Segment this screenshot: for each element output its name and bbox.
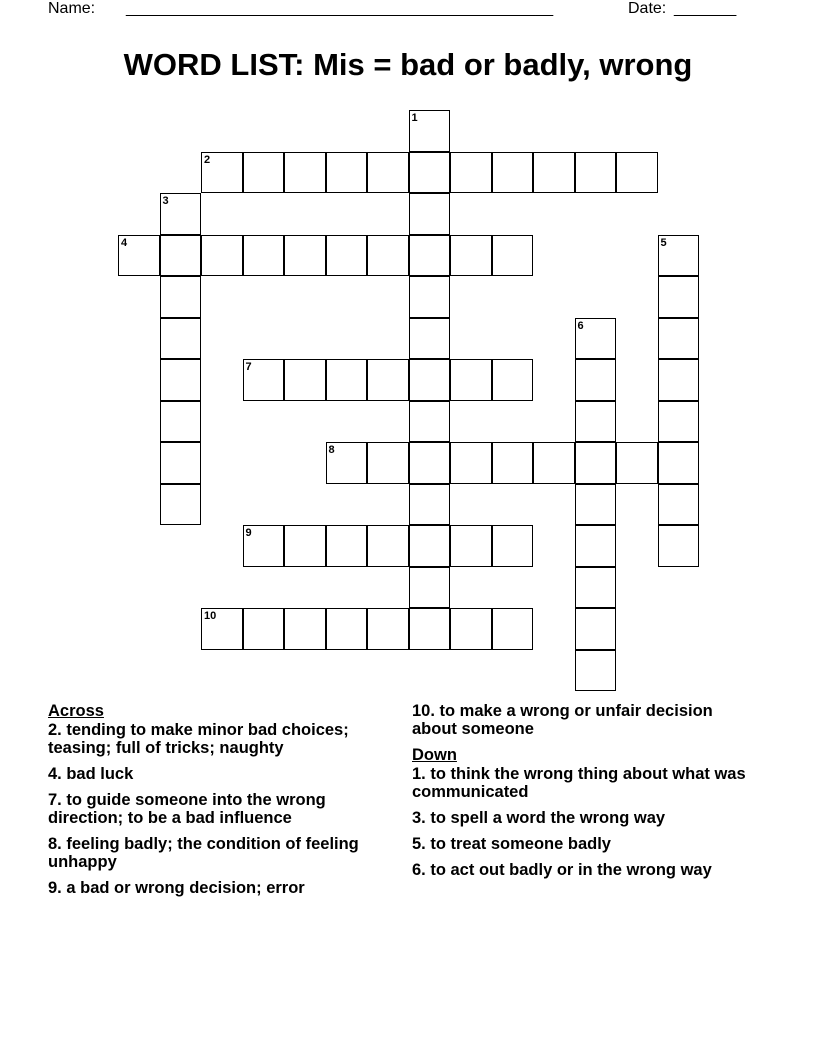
- crossword-cell[interactable]: [160, 235, 202, 277]
- crossword-cell[interactable]: [160, 359, 202, 401]
- clue-number: 1: [411, 112, 418, 124]
- clue-number: 2: [204, 153, 211, 166]
- crossword-cell[interactable]: [409, 608, 451, 650]
- crossword-cell[interactable]: [409, 152, 451, 194]
- crossword-cell[interactable]: [160, 442, 202, 484]
- down-clue: 6. to act out badly or in the wrong way: [412, 861, 712, 879]
- crossword-cell[interactable]: [326, 152, 368, 194]
- crossword-cell[interactable]: [326, 235, 368, 277]
- crossword-cell[interactable]: [658, 359, 700, 401]
- clue-number: 3: [162, 195, 169, 207]
- clue-number: 5: [660, 236, 667, 249]
- crossword-cell[interactable]: [658, 442, 700, 484]
- crossword-cell[interactable]: [160, 318, 202, 360]
- crossword-cell[interactable]: [450, 359, 492, 401]
- crossword-cell[interactable]: [450, 608, 492, 650]
- crossword-cell[interactable]: [284, 359, 326, 401]
- crossword-cell[interactable]: [492, 235, 534, 277]
- across-clue: 4. bad luck: [48, 765, 134, 783]
- crossword-cell[interactable]: [616, 442, 658, 484]
- crossword-cell[interactable]: [658, 318, 700, 360]
- across-clue: 7. to guide someone into the wrong direction; to be a bad influence: [48, 791, 326, 827]
- across-heading: Across: [48, 702, 104, 720]
- crossword-cell[interactable]: [409, 567, 451, 609]
- crossword-cell[interactable]: [367, 442, 409, 484]
- crossword-cell[interactable]: [409, 484, 451, 526]
- across-clue: 9. a bad or wrong decision; error: [48, 879, 305, 897]
- crossword-cell[interactable]: [201, 235, 243, 277]
- crossword-cell[interactable]: [409, 276, 451, 318]
- crossword-cell[interactable]: [575, 525, 617, 567]
- across-clue: 10. to make a wrong or unfair decision about someone: [412, 702, 713, 738]
- crossword-cell[interactable]: [450, 525, 492, 567]
- crossword-cell[interactable]: [575, 152, 617, 194]
- crossword-cell[interactable]: [409, 235, 451, 277]
- crossword-cell[interactable]: [533, 152, 575, 194]
- crossword-cell[interactable]: [367, 359, 409, 401]
- down-heading: Down: [412, 746, 457, 764]
- across-clue: 2. tending to make minor bad choices; teasing; full of tricks; naughty: [48, 721, 349, 757]
- crossword-cell[interactable]: [575, 608, 617, 650]
- crossword-cell[interactable]: [658, 484, 700, 526]
- crossword-cell[interactable]: [367, 608, 409, 650]
- crossword-cell[interactable]: [409, 401, 451, 443]
- crossword-cell[interactable]: [575, 442, 617, 484]
- crossword-cell[interactable]: [160, 484, 202, 526]
- crossword-cell[interactable]: [658, 276, 700, 318]
- crossword-cell[interactable]: [492, 442, 534, 484]
- crossword-cell[interactable]: [450, 152, 492, 194]
- name-field[interactable]: ________________________________________________: [126, 0, 554, 17]
- clue-number: 9: [245, 527, 252, 539]
- crossword-cell[interactable]: [243, 608, 285, 650]
- crossword-cell[interactable]: [658, 401, 700, 443]
- clue-number: 8: [328, 444, 335, 456]
- crossword-cell[interactable]: [284, 525, 326, 567]
- crossword-cell[interactable]: [160, 401, 202, 443]
- clues-right-column: [412, 702, 762, 887]
- crossword-cell[interactable]: [450, 442, 492, 484]
- crossword-cell[interactable]: [492, 152, 534, 194]
- crossword-cell[interactable]: [284, 235, 326, 277]
- crossword-cell[interactable]: [326, 442, 368, 484]
- crossword-cell[interactable]: [243, 235, 285, 277]
- crossword-cell[interactable]: [409, 193, 451, 235]
- crossword-cell[interactable]: [409, 318, 451, 360]
- crossword-cell[interactable]: [658, 235, 700, 277]
- crossword-cell[interactable]: [201, 152, 243, 194]
- crossword-cell[interactable]: [160, 276, 202, 318]
- crossword-cell[interactable]: [616, 152, 658, 194]
- crossword-cell[interactable]: [450, 235, 492, 277]
- crossword-cell[interactable]: [284, 608, 326, 650]
- crossword-cell[interactable]: [284, 152, 326, 194]
- crossword-cell[interactable]: [492, 359, 534, 401]
- crossword-cell[interactable]: [575, 401, 617, 443]
- down-clue: 3. to spell a word the wrong way: [412, 809, 666, 827]
- crossword-cell[interactable]: [575, 650, 617, 692]
- down-clue: 1. to think the wrong thing about what was communicated: [412, 765, 746, 801]
- clue-number: 7: [245, 361, 252, 373]
- crossword-cell[interactable]: [118, 235, 160, 277]
- crossword-cell[interactable]: [575, 359, 617, 401]
- crossword-cell[interactable]: [409, 359, 451, 401]
- date-field[interactable]: _______: [674, 0, 737, 17]
- crossword-cell[interactable]: [326, 525, 368, 567]
- crossword-cell[interactable]: [326, 608, 368, 650]
- crossword-cell[interactable]: [201, 608, 243, 650]
- crossword-cell[interactable]: [658, 525, 700, 567]
- crossword-cell[interactable]: [243, 359, 285, 401]
- clues-left-column: [48, 702, 388, 905]
- crossword-cell[interactable]: [575, 318, 617, 360]
- clue-number: 6: [577, 319, 584, 332]
- crossword-cell[interactable]: [160, 193, 202, 235]
- crossword-cell[interactable]: [533, 442, 575, 484]
- crossword-cell[interactable]: [243, 525, 285, 567]
- down-clue: 5. to treat someone badly: [412, 835, 611, 853]
- crossword-cell[interactable]: [575, 484, 617, 526]
- crossword-cell[interactable]: [409, 442, 451, 484]
- crossword-cell[interactable]: [367, 525, 409, 567]
- name-label: Name:: [48, 0, 96, 17]
- crossword-cell[interactable]: [243, 152, 285, 194]
- crossword-cell[interactable]: [367, 152, 409, 194]
- clue-number: 10: [204, 610, 217, 622]
- page-title: WORD LIST: Mis = bad or badly, wrong: [123, 47, 693, 82]
- crossword-cell[interactable]: [492, 525, 534, 567]
- crossword-cell[interactable]: [409, 525, 451, 567]
- crossword-cell[interactable]: [409, 110, 451, 152]
- across-clue: 8. feeling badly; the condition of feeling unhappy: [48, 835, 359, 871]
- crossword-cell[interactable]: [367, 235, 409, 277]
- crossword-cell[interactable]: [492, 608, 534, 650]
- clue-number: 4: [121, 236, 128, 249]
- crossword-cell[interactable]: [575, 567, 617, 609]
- crossword-cell[interactable]: [326, 359, 368, 401]
- date-label: Date:: [628, 0, 667, 17]
